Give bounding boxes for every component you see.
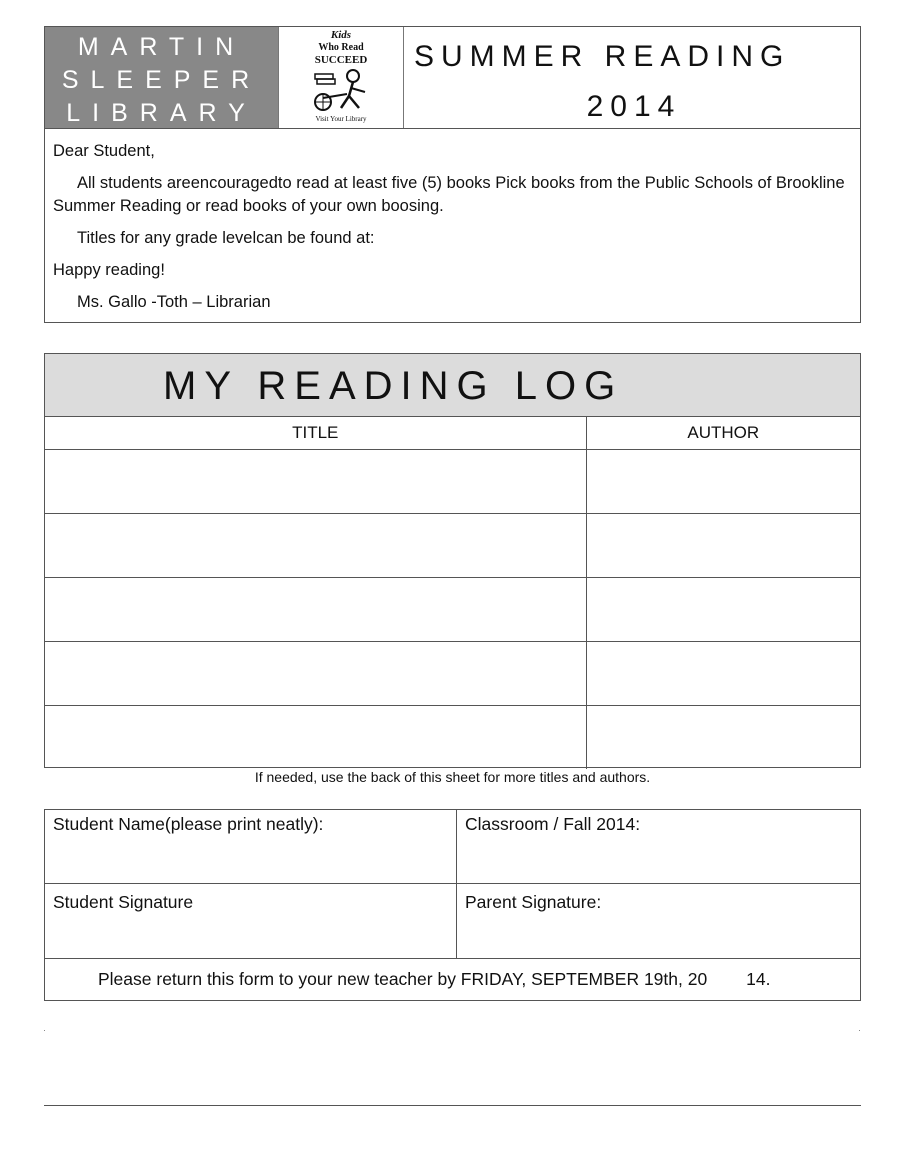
author-cell[interactable] [586, 450, 860, 514]
student-name-field[interactable] [45, 810, 457, 884]
return-instructions [45, 959, 860, 1000]
student-signature-field[interactable] [45, 884, 457, 959]
title-cell[interactable] [45, 450, 586, 514]
child-reading-icon [309, 68, 375, 114]
letter-closing: Happy reading! [53, 261, 165, 279]
student-info-form [44, 809, 861, 1001]
reading-log-header [45, 354, 860, 417]
author-cell[interactable] [586, 578, 860, 642]
logo-text: SUCCEED [314, 54, 368, 66]
letter-greeting: Dear Student, [53, 142, 155, 160]
reading-log [44, 353, 861, 768]
logo-text: Who Read [318, 42, 364, 53]
library-name-line: MARTIN [77, 33, 246, 61]
bottom-divider [44, 1105, 861, 1106]
summer-reading-year: 2014 [586, 90, 682, 123]
logo-text: Kids [330, 29, 352, 41]
letter-signature: Ms. Gallo -Toth – Librarian [77, 293, 271, 311]
column-header-title: TITLE [45, 417, 586, 450]
library-name-line: LIBRARY [66, 99, 257, 127]
letter-paragraph: Titles for any grade levelcan be found at: [77, 229, 375, 247]
library-name-line: SLEEPER [61, 66, 262, 94]
title-cell[interactable] [45, 706, 586, 770]
reading-log-title: MY READING LOG [163, 364, 624, 408]
author-cell[interactable] [586, 642, 860, 706]
title-cell[interactable] [45, 514, 586, 578]
table-row [45, 578, 860, 642]
title-cell[interactable] [45, 578, 586, 642]
header [44, 26, 861, 129]
letter-to-student [44, 128, 861, 323]
return-note: Please return this form to your new teacher by FRIDAY, SEPTEMBER 19th, 20 14. [98, 969, 771, 989]
parent-signature-field[interactable] [457, 884, 860, 959]
library-name-block [45, 27, 278, 128]
title-cell[interactable] [45, 642, 586, 706]
corner-mark [859, 1030, 860, 1031]
classroom-field[interactable] [457, 810, 860, 884]
summer-reading-title: SUMMER READING [414, 40, 791, 73]
student-name-label: Student Name(please print neatly): [53, 814, 324, 834]
corner-mark [44, 1030, 45, 1031]
student-signature-label: Student Signature [53, 892, 194, 912]
table-header-row [45, 417, 860, 450]
parent-signature-label: Parent Signature: [465, 892, 602, 912]
table-row [45, 450, 860, 514]
author-cell[interactable] [586, 514, 860, 578]
reading-log-note: If needed, use the back of this sheet for more titles and authors. [254, 769, 651, 785]
classroom-label: Classroom / Fall 2014: [465, 814, 641, 834]
column-header-author: AUTHOR [586, 417, 860, 450]
reading-log-table [45, 417, 860, 769]
logo-text: Visit Your Library [315, 115, 367, 123]
table-row [45, 706, 860, 770]
table-row [45, 642, 860, 706]
kids-who-read-logo [278, 27, 404, 128]
table-row [45, 514, 860, 578]
letter-paragraph: All students areencouragedto read at least five (5) books Pick books from the Public Schools of Brookline Summer Reading or read books of your own boosing. [53, 174, 845, 215]
author-cell[interactable] [586, 706, 860, 770]
